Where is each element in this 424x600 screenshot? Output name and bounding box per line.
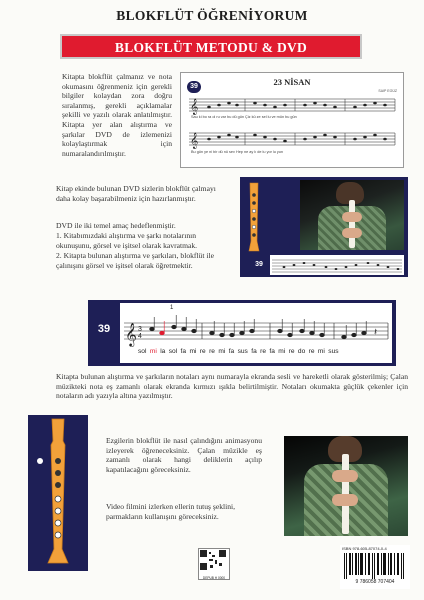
sheet-music-preview	[180, 72, 404, 168]
section4-p1: Ezgilerin blokflüt ile nasıl çalındığını animasyonu izleyerek öğreneceksiniz. Çalan müzikle eş zamanlı olarak hangi deliklerin açılıp kapatılacağını göreceksiniz.	[106, 436, 262, 474]
section3-text: Kitapta bulunan alıştırma ve şarkıların notaları aynı numarayla ekranda sesli ve hareketli olarak gösterilmiş; Çalan müzikteki nota eş zamanlı olarak ekranda kırmızı ışıkla belirtilmiştir. Notaları okumakta güçlük çekenler için notaların adı yazıyla altına yazılmıştır.	[56, 372, 408, 401]
dvd-player-video	[300, 180, 404, 250]
exercise-staff	[122, 313, 390, 347]
svg-text:𝄽: 𝄽	[374, 327, 378, 338]
note-label: la	[160, 348, 166, 355]
player-hands-lower	[342, 228, 362, 238]
note-label: re	[308, 348, 315, 355]
note-label: sol	[138, 348, 147, 355]
banner	[60, 34, 362, 59]
player-photo-hand-top	[332, 470, 358, 482]
svg-text:3: 3	[138, 326, 142, 333]
note-label: re	[260, 348, 266, 355]
section1-text: Kitapta blokflüt çalmanız ve nota okumasını öğrenmeniz için gerekli bilgiler kolaydan zora doğru sıralanmış, gerekli açıklamalar şekilli ve yazılı olarak anlatılmıştır. Kitapta yer alan alıştırma ve şarkılar DVD de izlemenizi kolaylaştırmak için numaralandırılmıştır.	[62, 72, 172, 158]
barcode-block	[340, 545, 410, 589]
note-label: mi	[218, 348, 226, 355]
recorder-instrument	[349, 200, 355, 248]
qr-code	[198, 548, 230, 580]
note-name-labels	[138, 348, 390, 355]
note-label: sol	[168, 348, 178, 355]
isbn-label: ISBN 978-605-87074-0-4	[342, 546, 387, 551]
svg-text:𝄞: 𝄞	[125, 322, 137, 346]
dvd-staff-strip	[270, 255, 404, 275]
note-label: mi	[317, 348, 325, 355]
note-label: do	[297, 348, 306, 355]
note-label: mi	[149, 348, 157, 355]
section2-p1: Kitap ekinde bulunan DVD sizlerin blokflüt çalmayı daha kolay başarabilmeniz için hazırlanmıştır.	[56, 184, 216, 203]
section2-p3: 1. Kitabımızdaki alıştırma ve şarkı notalarının okunuşunu, görsel ve işitsel olarak kavratmak.	[56, 231, 198, 250]
dvd-screen-preview	[240, 177, 408, 277]
barcode-digits: 9 786058 707404	[355, 579, 395, 585]
player-photo-hand-bottom	[332, 494, 358, 506]
recorder-diagram-icon	[244, 181, 264, 253]
svg-text:4: 4	[138, 333, 142, 340]
player-hands	[342, 212, 362, 222]
player-photo	[284, 436, 408, 536]
note-exercise-screen	[88, 300, 396, 366]
banner-title: BLOKFLÜT METODU & DVD	[114, 40, 308, 55]
section2-p4: 2. Kitapta bulunan alıştırma ve şarkıları, blokflüt ile çalınışını görsel ve işitsel olarak öğretmektir.	[56, 251, 214, 270]
note-label: sus	[237, 348, 248, 355]
recorder-fingering-panel	[28, 415, 88, 571]
note-label: re	[288, 348, 295, 355]
note-label: fa	[269, 348, 275, 355]
page-title: BLOKFLÜT ÖĞRENİYORUM	[116, 8, 308, 23]
sheet-number-badge: 39	[187, 81, 201, 93]
barcode-icon	[342, 553, 408, 579]
svg-text:𝄞: 𝄞	[190, 133, 199, 149]
note-label: fa	[251, 348, 257, 355]
qr-code-icon	[199, 549, 227, 571]
note-label: mi	[278, 348, 286, 355]
video-number-badge: 39	[250, 257, 268, 273]
recorder-fingering-icon	[28, 415, 88, 571]
exercise-number: 39	[92, 318, 116, 340]
note-label: mi	[189, 348, 197, 355]
sheet-lyrics-line2: Bu gün ye ni bir dü nü sev Hep ne ay lı de lu yor lu yun	[191, 150, 284, 154]
note-label: re	[199, 348, 206, 355]
exercise-staff-panel	[120, 303, 392, 363]
note-label: re	[209, 348, 215, 355]
measure-number: 1	[170, 305, 174, 311]
note-label: fa	[180, 348, 187, 355]
section4-p2: Video filmini izlerken ellerin tutuş şeklini, parmakların kullanışını göreceksiniz.	[106, 502, 236, 521]
sheet-lyrics-line1: Sau ki bo ra ol ru var bu dü gün Çiz kü ze sel lu ve mün bu gün	[191, 115, 297, 119]
note-label: fa	[228, 348, 235, 355]
sheet-title: 23 NİSAN	[273, 77, 311, 87]
svg-text:𝄞: 𝄞	[190, 99, 199, 115]
qr-caption: DEPUB H 0000	[202, 576, 226, 580]
sheet-credit: SAIP EGÜZ	[378, 89, 397, 93]
section2-p2: DVD ile iki temel amaç hedeflenmiştir.	[56, 221, 176, 230]
note-label: sus	[328, 348, 339, 355]
